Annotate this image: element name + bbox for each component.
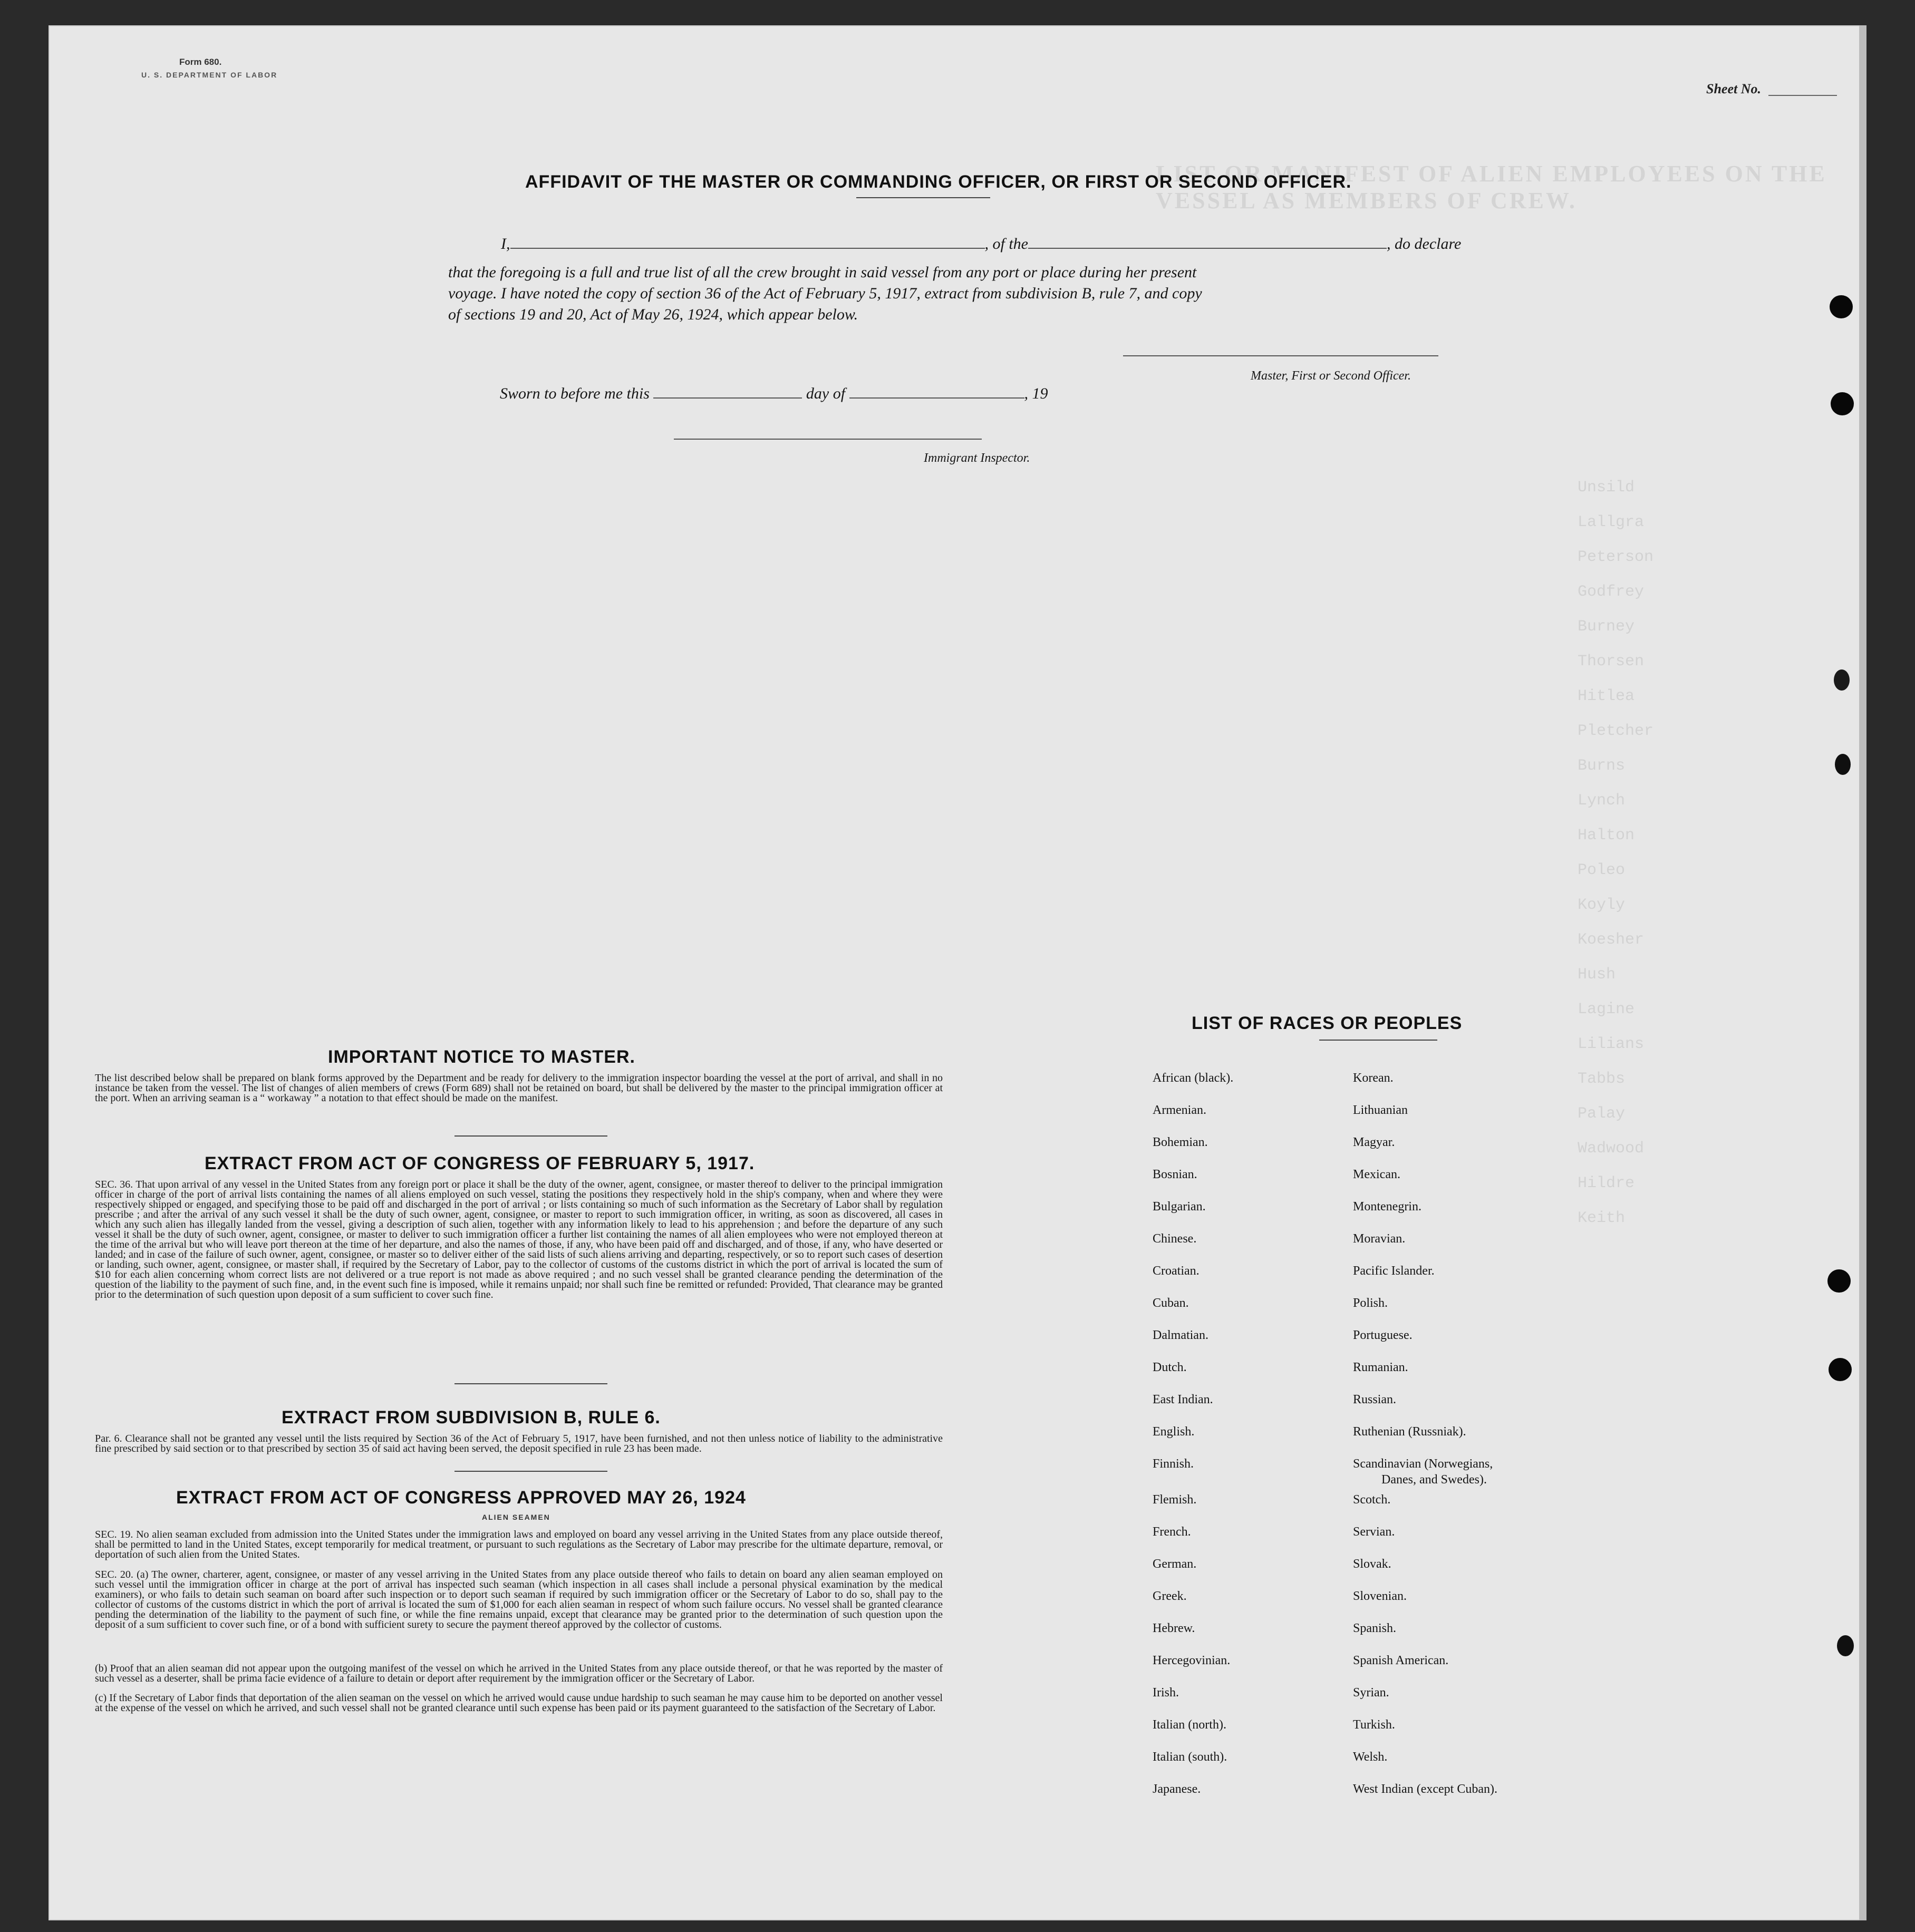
master-signature-line[interactable] [1123, 355, 1438, 356]
race-item: Bulgarian. [1153, 1200, 1206, 1213]
bleed-name: Wadwood [1578, 1140, 1645, 1158]
subdivision-rule [454, 1471, 607, 1472]
extract-1924-title: EXTRACT FROM ACT OF CONGRESS APPROVED MAY 26, 1924 [176, 1488, 746, 1508]
race-item: Lithuanian [1353, 1103, 1408, 1117]
sheet-number-line [1768, 95, 1837, 96]
bleed-name: Burney [1578, 618, 1635, 636]
race-item: Korean. [1353, 1071, 1394, 1085]
bleed-name: Lilians [1578, 1035, 1645, 1053]
sworn-label: Sworn to before me this [500, 385, 650, 402]
master-signature-label: Master, First or Second Officer. [1251, 369, 1411, 383]
notice-title: IMPORTANT NOTICE TO MASTER. [328, 1047, 635, 1067]
bleed-name: Thorsen [1578, 653, 1645, 671]
sworn-month-blank[interactable] [849, 397, 1024, 399]
punch-hole [1837, 1635, 1854, 1656]
department-label: U. S. DEPARTMENT OF LABOR [141, 71, 278, 79]
bleed-through-title: LIST OR MANIFEST OF ALIEN EMPLOYEES ON THE VESSEL AS MEMBERS OF CREW. [1156, 161, 1827, 213]
race-item: Turkish. [1353, 1718, 1395, 1732]
inspector-signature-line[interactable] [674, 439, 982, 440]
race-item: East Indian. [1153, 1393, 1213, 1406]
extract-1917-body: SEC. 36. That upon arrival of any vessel in the United States from any foreign port or place it shall be the duty of the owner, agent, consignee, or master thereof to deliver to the principal immigration officer in charge of the port of arrival lists containing the names of all aliens employed on such vessel, stating the positions they respectively hold in the ship's company, when and where they were respectively shipped or engaged, and specifying those to be paid off and discharged in the port of arrival ; or lists containing so much of such information as the Secretary of Labor shall by regulation prescribe ; and after the arrival of any such vessel it shall be the duty of such owner, agent, consignee, or master to report to such immigration officer, in writing, as soon as discovered, all cases in which any such alien has illegally landed from the vessel, giving a description of such alien, together with any information likely to lead to his apprehension ; and before the departure of any such vessel it shall be the duty of such owner, agent, consignee, or master to deliver to such immigration officer a further list containing the names of all alien employees who were not employed thereon at the time of the arrival but who will leave port thereon at the time of her departure, and also the names of those, if any, who have been paid off and discharged, and of those, if any, who have deserted or landed; and in case of the failure of such owner, agent, consignee, or master so to deliver either of the said lists of such aliens arriving and departing, respectively, or so to report such cases of desertion or landing, such owner, agent, consignee, or master shall, if required by the Secretary of Labor, pay to the collector of customs of the customs district in which the port of arrival is located the sum of $10 for each alien concerning whom correct lists are not delivered or a true report is not made as above required ; and no such vessel shall be granted clearance pending the determination of the question of the liability to the payment of such fine, and, in the event such fine is imposed, while it remains unpaid; nor shall such fine be remitted or refunded: Provided, That clearance may be granted prior to the determination of such question upon deposit of a sum sufficient to cover such fine. [95, 1179, 943, 1300]
name-blank[interactable] [510, 248, 985, 249]
subdivision-body: Par. 6. Clearance shall not be granted any vessel until the lists required by Section 36 of the Act of February 5, 1917, have been furnished, and not then unless notice of liability to the administrative fine prescribed by said section or to that prescribed by section 35 of said act having been served, the deposit specified in rule 23 has been made. [95, 1433, 943, 1454]
sec20b-body: (b) Proof that an alien seaman did not appear upon the outgoing manifest of the vessel on which he arrived in the United States from any place outside thereof, or that he was reported by the master of such vessel as a deserter, shall be prima facie evidence of a failure to detain or deport after requirement by the immigration officer or the Secretary of Labor. [95, 1663, 943, 1684]
affidavit-text-1: that the foregoing is a full and true list of all the crew brought in said vessel from any port or place during her present [448, 264, 1197, 281]
i-label: I, [501, 235, 510, 253]
race-item: Scandinavian (Norwegians, [1353, 1457, 1493, 1471]
form-number: Form 680. [179, 57, 222, 67]
race-item: Portuguese. [1353, 1328, 1413, 1342]
race-item: Chinese. [1153, 1232, 1197, 1246]
race-item: Greek. [1153, 1589, 1187, 1603]
bleed-name: Hildre [1578, 1174, 1635, 1192]
bleed-name: Lynch [1578, 792, 1626, 810]
bleed-name: Pletcher [1578, 722, 1654, 740]
bleed-name: Unsild [1578, 479, 1635, 497]
race-item: Dalmatian. [1153, 1328, 1208, 1342]
bleed-name: Hush [1578, 966, 1616, 984]
punch-hole [1831, 392, 1854, 415]
bleed-name: Lagine [1578, 1001, 1635, 1018]
race-item: German. [1153, 1557, 1197, 1571]
sec20c-body: (c) If the Secretary of Labor finds that deportation of the alien seaman on the vessel on which he arrived would cause undue hardship to such seaman he may cause him to be deported on another vessel at the expense of the vessel on which he arrived, and such vessel shall not be granted clearance until such expense has been paid or its payment guaranteed to the satisfaction of the Secretary of Labor. [95, 1692, 943, 1714]
race-item: Ruthenian (Russniak). [1353, 1425, 1466, 1439]
races-rule [1319, 1040, 1437, 1041]
race-item: Rumanian. [1353, 1361, 1408, 1374]
race-item: Hercegovinian. [1153, 1654, 1231, 1667]
race-item: Bosnian. [1153, 1168, 1197, 1181]
alien-seamen-subtitle: ALIEN SEAMEN [482, 1513, 550, 1521]
affidavit-title-rule [856, 197, 990, 198]
subdivision-title: EXTRACT FROM SUBDIVISION B, RULE 6. [282, 1407, 661, 1428]
notice-body: The list described below shall be prepared on blank forms approved by the Department and be ready for delivery to the immigration inspector boarding the vessel at the port of arrival, and shall in no instance be taken from the vessel. The list of changes of alien members of crews (Form 689) shall not be retained on board, but shall be delivered by the master to the principal immigration officer at the port. When an arriving seaman is a “ workaway ” a notation to that effect should be made on the manifest. [95, 1072, 943, 1104]
race-item: Italian (north). [1153, 1718, 1226, 1732]
page-edge [1859, 25, 1866, 1920]
bleed-name: Burns [1578, 757, 1626, 775]
race-item: French. [1153, 1525, 1191, 1539]
race-item: West Indian (except Cuban). [1353, 1782, 1497, 1796]
inspector-label: Immigrant Inspector. [924, 451, 1030, 465]
race-item: Mexican. [1353, 1168, 1400, 1181]
race-item: Flemish. [1153, 1493, 1197, 1507]
bleed-name: Koesher [1578, 931, 1645, 949]
race-item: Hebrew. [1153, 1622, 1195, 1635]
bleed-name: Palay [1578, 1105, 1626, 1123]
race-item: Servian. [1353, 1525, 1395, 1539]
race-item: Croatian. [1153, 1264, 1200, 1278]
bleed-name: Lallgra [1578, 513, 1645, 531]
race-item: Spanish American. [1353, 1654, 1449, 1667]
bleed-name: Koyly [1578, 896, 1626, 914]
sec19-body: SEC. 19. No alien seaman excluded from admission into the United States under the immigration laws and employed on board any vessel arriving in the United States from any place outside thereof, shall be permitted to land in the United States, except temporarily for medical treatment, or pursuant to such regulations as the Secretary of Labor may prescribe for the ultimate departure, removal, or deportation of such alien from the United States. [95, 1529, 943, 1560]
bleed-name: Tabbs [1578, 1070, 1626, 1088]
punch-hole [1835, 754, 1851, 775]
race-item: Bohemian. [1153, 1135, 1208, 1149]
sec20a-body: SEC. 20. (a) The owner, charterer, agent, consignee, or master of any vessel arriving in the United States from any place outside thereof who fails to detain on board any alien seaman employed on such vessel until the immigration officer in charge at the port of arrival has inspected such seaman (which inspection in all cases shall include a personal physical examination by the medical examiners), or who fails to detain such seaman on board after such inspection or to deport such seaman if required by such immigration officer or the Secretary of Labor to do so, shall pay to the collector of customs of the customs district in which the port of arrival is located the sum of $1,000 for each alien seaman in respect of whom such failure occurs. No vessel shall be granted clearance pending the determination of the liability to the payment of such fine, or while the fine remains unpaid, except that clearance may be granted prior to the determination of such question upon the deposit of a sum sufficient to cover such fine, or of a bond with sufficient surety to secure the payment thereof approved by the collector of customs. [95, 1569, 943, 1630]
year-prefix: , 19 [1024, 385, 1048, 402]
bleed-name: Hitlea [1578, 687, 1635, 705]
bleed-name: Halton [1578, 827, 1635, 844]
race-item: Spanish. [1353, 1622, 1397, 1635]
race-item: Slovenian. [1353, 1589, 1407, 1603]
race-item: Japanese. [1153, 1782, 1201, 1796]
bleed-name: Godfrey [1578, 583, 1645, 601]
extract-1917-rule [454, 1383, 607, 1384]
sworn-day-blank[interactable] [653, 397, 802, 399]
race-item: Moravian. [1353, 1232, 1406, 1246]
notice-rule [454, 1135, 607, 1137]
affidavit-declaration-line [501, 235, 1461, 253]
race-item: Slovak. [1353, 1557, 1391, 1571]
extract-1917-title: EXTRACT FROM ACT OF CONGRESS OF FEBRUARY 5, 1917. [205, 1153, 755, 1173]
race-item: Polish. [1353, 1296, 1388, 1310]
sworn-line [500, 385, 1048, 403]
race-item: Finnish. [1153, 1457, 1194, 1471]
of-the-label: , of the [984, 235, 1028, 253]
punch-hole [1827, 1269, 1851, 1293]
race-item: Magyar. [1353, 1135, 1395, 1149]
do-declare-label: , do declare [1387, 235, 1462, 253]
race-item: Russian. [1353, 1393, 1397, 1406]
day-of-label: day of [806, 385, 846, 402]
document-sheet [49, 25, 1866, 1920]
race-item-continued: Danes, and Swedes). [1381, 1473, 1487, 1487]
affidavit-text-3: of sections 19 and 20, Act of May 26, 1924, which appear below. [448, 306, 858, 323]
race-item: Syrian. [1353, 1686, 1389, 1700]
race-item: African (black). [1153, 1071, 1234, 1085]
races-title: LIST OF RACES OR PEOPLES [1192, 1013, 1463, 1033]
race-item: Armenian. [1153, 1103, 1206, 1117]
punch-hole [1829, 1358, 1852, 1381]
race-item: Cuban. [1153, 1296, 1189, 1310]
vessel-blank[interactable] [1028, 248, 1387, 249]
sheet-number-label: Sheet No. [1706, 81, 1761, 96]
race-item: Pacific Islander. [1353, 1264, 1435, 1278]
race-item: Italian (south). [1153, 1750, 1227, 1764]
punch-hole [1830, 295, 1853, 318]
affidavit-title: AFFIDAVIT OF THE MASTER OR COMMANDING OFFICER, OR FIRST OR SECOND OFFICER. [525, 172, 1352, 192]
race-item: Scotch. [1353, 1493, 1391, 1507]
bleed-name: Keith [1578, 1209, 1626, 1227]
punch-hole [1834, 669, 1850, 691]
affidavit-text-2: voyage. I have noted the copy of section 36 of the Act of February 5, 1917, extract from subdivision B, rule 7, and copy [448, 285, 1202, 302]
race-item: Welsh. [1353, 1750, 1388, 1764]
race-item: Irish. [1153, 1686, 1179, 1700]
race-item: English. [1153, 1425, 1195, 1439]
race-item: Dutch. [1153, 1361, 1187, 1374]
bleed-name: Poleo [1578, 861, 1626, 879]
bleed-name: Peterson [1578, 548, 1654, 566]
race-item: Montenegrin. [1353, 1200, 1421, 1213]
